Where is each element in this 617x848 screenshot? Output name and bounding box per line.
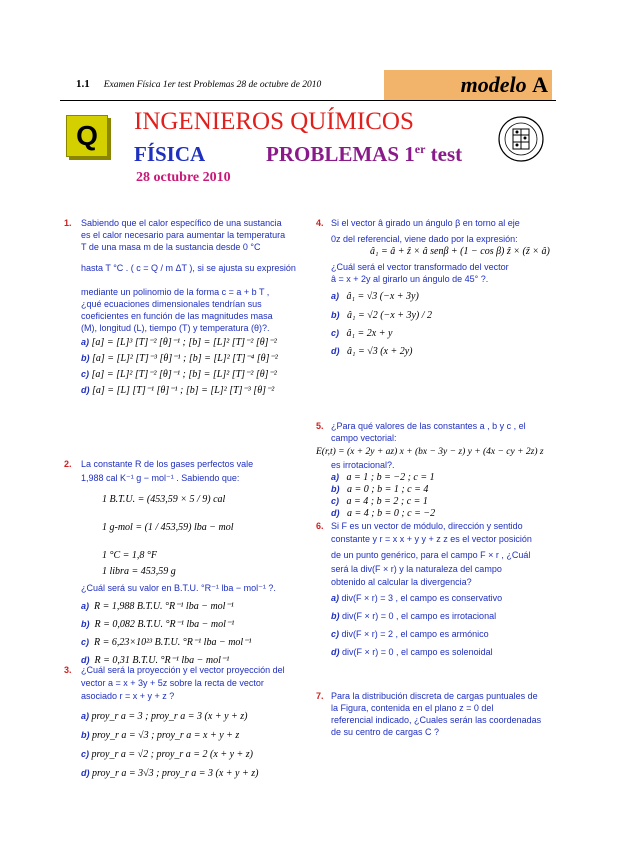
- q3-text-line: vector a = x + 3y + 5z sobre la recta de vector: [81, 678, 264, 688]
- q4-text-line: â = x + 2y al girarlo un ángulo de 45° ?.: [331, 274, 489, 284]
- q3-option-b[interactable]: b) proy_r a = √3 ; proy_r a = x + y + z: [81, 730, 240, 741]
- q6-text-line: Si F es un vector de módulo, dirección y sentido: [331, 521, 523, 531]
- q2-option-c[interactable]: c) R = 6,23×10²³ B.T.U. °R⁻¹ lba − mol⁻¹: [81, 637, 252, 648]
- header-subtitle: 1.1 Examen Física 1er test Problemas 28 de octubre de 2010: [76, 78, 322, 90]
- q3-option-c[interactable]: c) proy_r a = √2 ; proy_r a = 2 (x + y + z): [81, 749, 253, 760]
- title-fisica: FÍSICA: [134, 142, 206, 166]
- q4-text-line: Si el vector â girado un ángulo β en torno al eje: [331, 218, 520, 228]
- q6-text-line: será la div(F × r) y la naturaleza del campo: [331, 564, 502, 574]
- q1-text-line: coeficientes en función de las magnitudes masa: [81, 311, 273, 321]
- header-number: 1.1: [76, 78, 90, 90]
- exam-date: 28 octubre 2010: [136, 170, 231, 185]
- q1-text-line: hasta T °C . ( c = Q / m ΔT ), si se ajusta su expresión: [81, 263, 296, 273]
- q4-text-line: ¿Cuál será el vector transformado del vector: [331, 262, 509, 272]
- q1-text-line: T de una masa m de la sustancia desde 0 °C: [81, 242, 261, 252]
- q3-text-line: asociado r = x + y + z ?: [81, 691, 175, 701]
- q4-option-a[interactable]: a) â₁ = √3 (−x + 3y): [331, 291, 419, 302]
- q1-number: 1.: [64, 218, 72, 228]
- q1-text-line: (M), longitud (L), tiempo (T) y temperatura (θ)?.: [81, 323, 270, 333]
- title-problemas: PROBLEMAS 1er test: [266, 142, 463, 166]
- q4-number: 4.: [316, 218, 324, 228]
- q2-number: 2.: [64, 459, 72, 469]
- q4-option-d[interactable]: d) â₁ = √3 (x + 2y): [331, 346, 413, 357]
- q6-option-c[interactable]: c) div(F × r) = 2 , el campo es armónico: [331, 629, 489, 639]
- q3-option-d[interactable]: d) proy_r a = 3√3 ; proy_r a = 3 (x + y + z): [81, 768, 259, 779]
- q5-option-d[interactable]: d) a = 4 ; b = 0 ; c = −2: [331, 508, 436, 519]
- q2-text-line: 1,988 cal K⁻¹ g − mol⁻¹ . Sabiendo que:: [81, 473, 240, 483]
- q6-text-line: constante y r = x x + y y + z z es el vector posición: [331, 534, 532, 544]
- q2-option-b[interactable]: b) R = 0,082 B.T.U. °R⁻¹ lba − mol⁻¹: [81, 619, 235, 630]
- q5-text-line: es irrotacional?.: [331, 460, 395, 470]
- q5-text-line: campo vectorial:: [331, 433, 397, 443]
- q1-option-b[interactable]: b) [a] = [L]² [T]⁻³ [θ]⁻¹ ; [b] = [L]² [T]⁻⁴ [θ]⁻²: [81, 353, 278, 364]
- q7-text-line: de su centro de cargas C ?: [331, 727, 440, 737]
- modelo-badge: modelo A: [384, 70, 552, 100]
- q5-field-formula: E(r,t) = (x + 2y + az) x + (bx − 3y − z) y + (4x − cy + 2z) z: [316, 447, 544, 457]
- q3-option-a[interactable]: a) proy_r a = 3 ; proy_r a = 3 (x + y + z): [81, 711, 248, 722]
- q6-option-a[interactable]: a) div(F × r) = 3 , el campo es conservativo: [331, 593, 503, 603]
- q2-equation: 1 °C = 1,8 °F: [102, 550, 158, 561]
- divider: [60, 100, 556, 101]
- q5-option-a[interactable]: a) a = 1 ; b = −2 ; c = 1: [331, 472, 435, 483]
- q3-text-line: ¿Cuál será la proyección y el vector proyección del: [81, 665, 285, 675]
- q6-text-line: obtenido al calcular la divergencia?: [331, 577, 472, 587]
- q2-equation: 1 libra = 453,59 g: [102, 566, 176, 577]
- q7-text-line: referencial indicado, ¿Cuales serán las coordenadas: [331, 715, 542, 725]
- q2-option-d[interactable]: d) R = 0,31 B.T.U. °R⁻¹ lba − mol⁻¹: [81, 655, 230, 666]
- q7-text-line: Para la distribución discreta de cargas puntuales de: [331, 691, 538, 701]
- q2-equation: 1 g-mol = (1 / 453,59) lba − mol: [102, 522, 234, 533]
- q5-text-line: ¿Para qué valores de las constantes a , b y c , el: [331, 421, 526, 431]
- q2-equation: 1 B.T.U. = (453,59 × 5 / 9) cal: [102, 494, 226, 505]
- q1-text-line: mediante un polinomio de la forma c = a + b T ,: [81, 287, 270, 297]
- q6-text-line: de un punto genérico, para el campo F × r , ¿Cuál: [331, 550, 531, 560]
- q1-option-a[interactable]: a) [a] = [L]³ [T]⁻² [θ]⁻¹ ; [b] = [L]² [T]⁻² [θ]⁻²: [81, 337, 277, 348]
- q6-option-b[interactable]: b) div(F × r) = 0 , el campo es irrotacional: [331, 611, 497, 621]
- university-seal-icon: [498, 116, 544, 162]
- title-line-1: INGENIEROS QUÍMICOS: [134, 108, 414, 135]
- q1-option-c[interactable]: c) [a] = [L]² [T]⁻² [θ]⁻¹ ; [b] = [L]² [T]⁻² [θ]⁻²: [81, 369, 277, 380]
- q1-option-d[interactable]: d) [a] = [L] [T]⁻¹ [θ]⁻¹ ; [b] = [L]² [T]⁻³ [θ]⁻²: [81, 385, 275, 396]
- q7-number: 7.: [316, 691, 324, 701]
- q2-question: ¿Cuál será su valor en B.T.U. °R⁻¹ lba − mol⁻¹ ?.: [81, 583, 276, 593]
- q4-formula: â₁ = â + ẑ × â senβ + (1 − cos β) ẑ × (ẑ × â): [370, 246, 550, 257]
- q7-text-line: la Figura, contenida en el plano z = 0 del: [331, 703, 494, 713]
- q4-option-c[interactable]: c) â₁ = 2x + y: [331, 328, 393, 339]
- q2-text-line: La constante R de los gases perfectos vale: [81, 459, 254, 469]
- q2-option-a[interactable]: a) R = 1,988 B.T.U. °R⁻¹ lba − mol⁻¹: [81, 601, 234, 612]
- q5-option-b[interactable]: b) a = 0 ; b = 1 ; c = 4: [331, 484, 429, 495]
- q5-option-c[interactable]: c) a = 4 ; b = 2 ; c = 1: [331, 496, 428, 507]
- q4-text-line: 0z del referencial, viene dado por la expresión:: [331, 234, 518, 244]
- q5-number: 5.: [316, 421, 324, 431]
- q1-text-line: ¿qué ecuaciones dimensionales tendrían sus: [81, 299, 262, 309]
- q6-number: 6.: [316, 521, 324, 531]
- q1-text-line: es el calor necesario para aumentar la temperatura: [81, 230, 286, 240]
- q6-option-d[interactable]: d) div(F × r) = 0 , el campo es solenoidal: [331, 647, 493, 657]
- q3-number: 3.: [64, 665, 72, 675]
- q1-text-line: Sabiendo que el calor específico de una sustancia: [81, 218, 282, 228]
- q4-option-b[interactable]: b) â₁ = √2 (−x + 3y) / 2: [331, 310, 433, 321]
- q-logo-icon: Q: [66, 115, 108, 157]
